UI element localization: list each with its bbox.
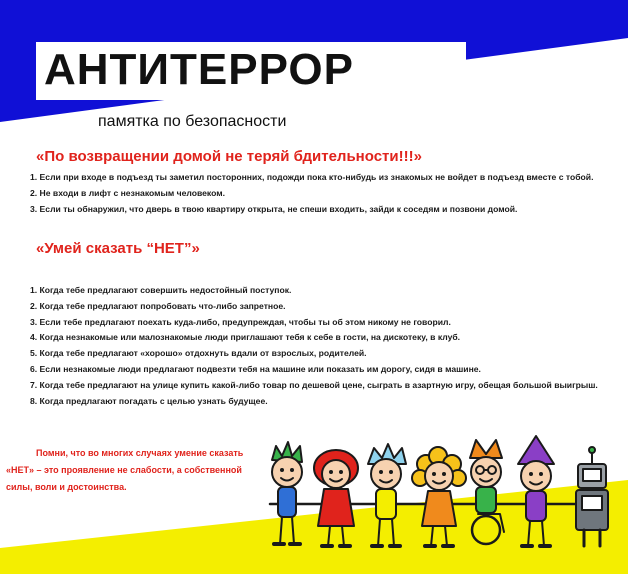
children-illustration bbox=[256, 434, 624, 554]
list-item: 8. Когда предлагают погадать с целью узнать будущее. bbox=[30, 395, 268, 406]
list-item: 2. Когда тебе предлагают попробовать что-либо запретное. bbox=[30, 300, 286, 311]
section-2-title: «Умей сказать “НЕТ”» bbox=[36, 240, 200, 257]
reminder-note: Помни, что во многих случаях умение сказать «НЕТ» – это проявление не слабости, а собственной силы, воли и достоинства. bbox=[6, 448, 244, 492]
child-figure bbox=[412, 447, 466, 546]
child-figure bbox=[272, 442, 302, 544]
section-2-list bbox=[6, 284, 622, 410]
page-title: АНТИТЕРРОР bbox=[44, 45, 354, 94]
child-figure bbox=[314, 450, 358, 546]
list-item: 6. Если незнакомые люди предлагают подвезти тебя на машине или показать им дорогу, сидя в машине. bbox=[30, 363, 481, 374]
list-item: 5. Когда тебе предлагают «хорошо» отдохнуть вдали от взрослых, родителей. bbox=[30, 348, 367, 359]
list-item: 3. Если тебе предлагают поехать куда-либо, предупреждая, чтобы ты об этом никому не говорил. bbox=[30, 316, 451, 327]
child-figure bbox=[518, 436, 554, 546]
child-figure bbox=[470, 440, 504, 544]
list-item: 1. Когда тебе предлагают совершить недостойный поступок. bbox=[30, 285, 292, 295]
list-item: 1. Если при входе в подъезд ты заметил посторонних, подожди пока кто-нибудь из знакомых не войдет в подъезд вместе с тобой. bbox=[30, 172, 594, 182]
section-1-title: «По возвращении домой не теряй бдительности!!!» bbox=[36, 148, 422, 165]
robot-figure bbox=[576, 447, 608, 546]
section-1-list bbox=[6, 171, 622, 218]
list-item: 7. Когда тебе предлагают на улице купить какой-либо товар по дешевой цене, сыграть в азартную игру, обещая большой выигрыш. bbox=[30, 379, 598, 390]
list-item: 4. Когда незнакомые или малознакомые люди приглашают тебя к себе в гости, на дискотеку, в клуб. bbox=[30, 332, 461, 343]
list-item: 3. Если ты обнаружил, что дверь в твою квартиру открыта, не спеши входить, зайди к соседям и позвони домой. bbox=[30, 203, 518, 214]
page-subtitle: памятка по безопасности bbox=[98, 113, 287, 130]
child-figure bbox=[368, 444, 406, 546]
list-item: 2. Не входи в лифт с незнакомым человеком. bbox=[30, 187, 225, 198]
